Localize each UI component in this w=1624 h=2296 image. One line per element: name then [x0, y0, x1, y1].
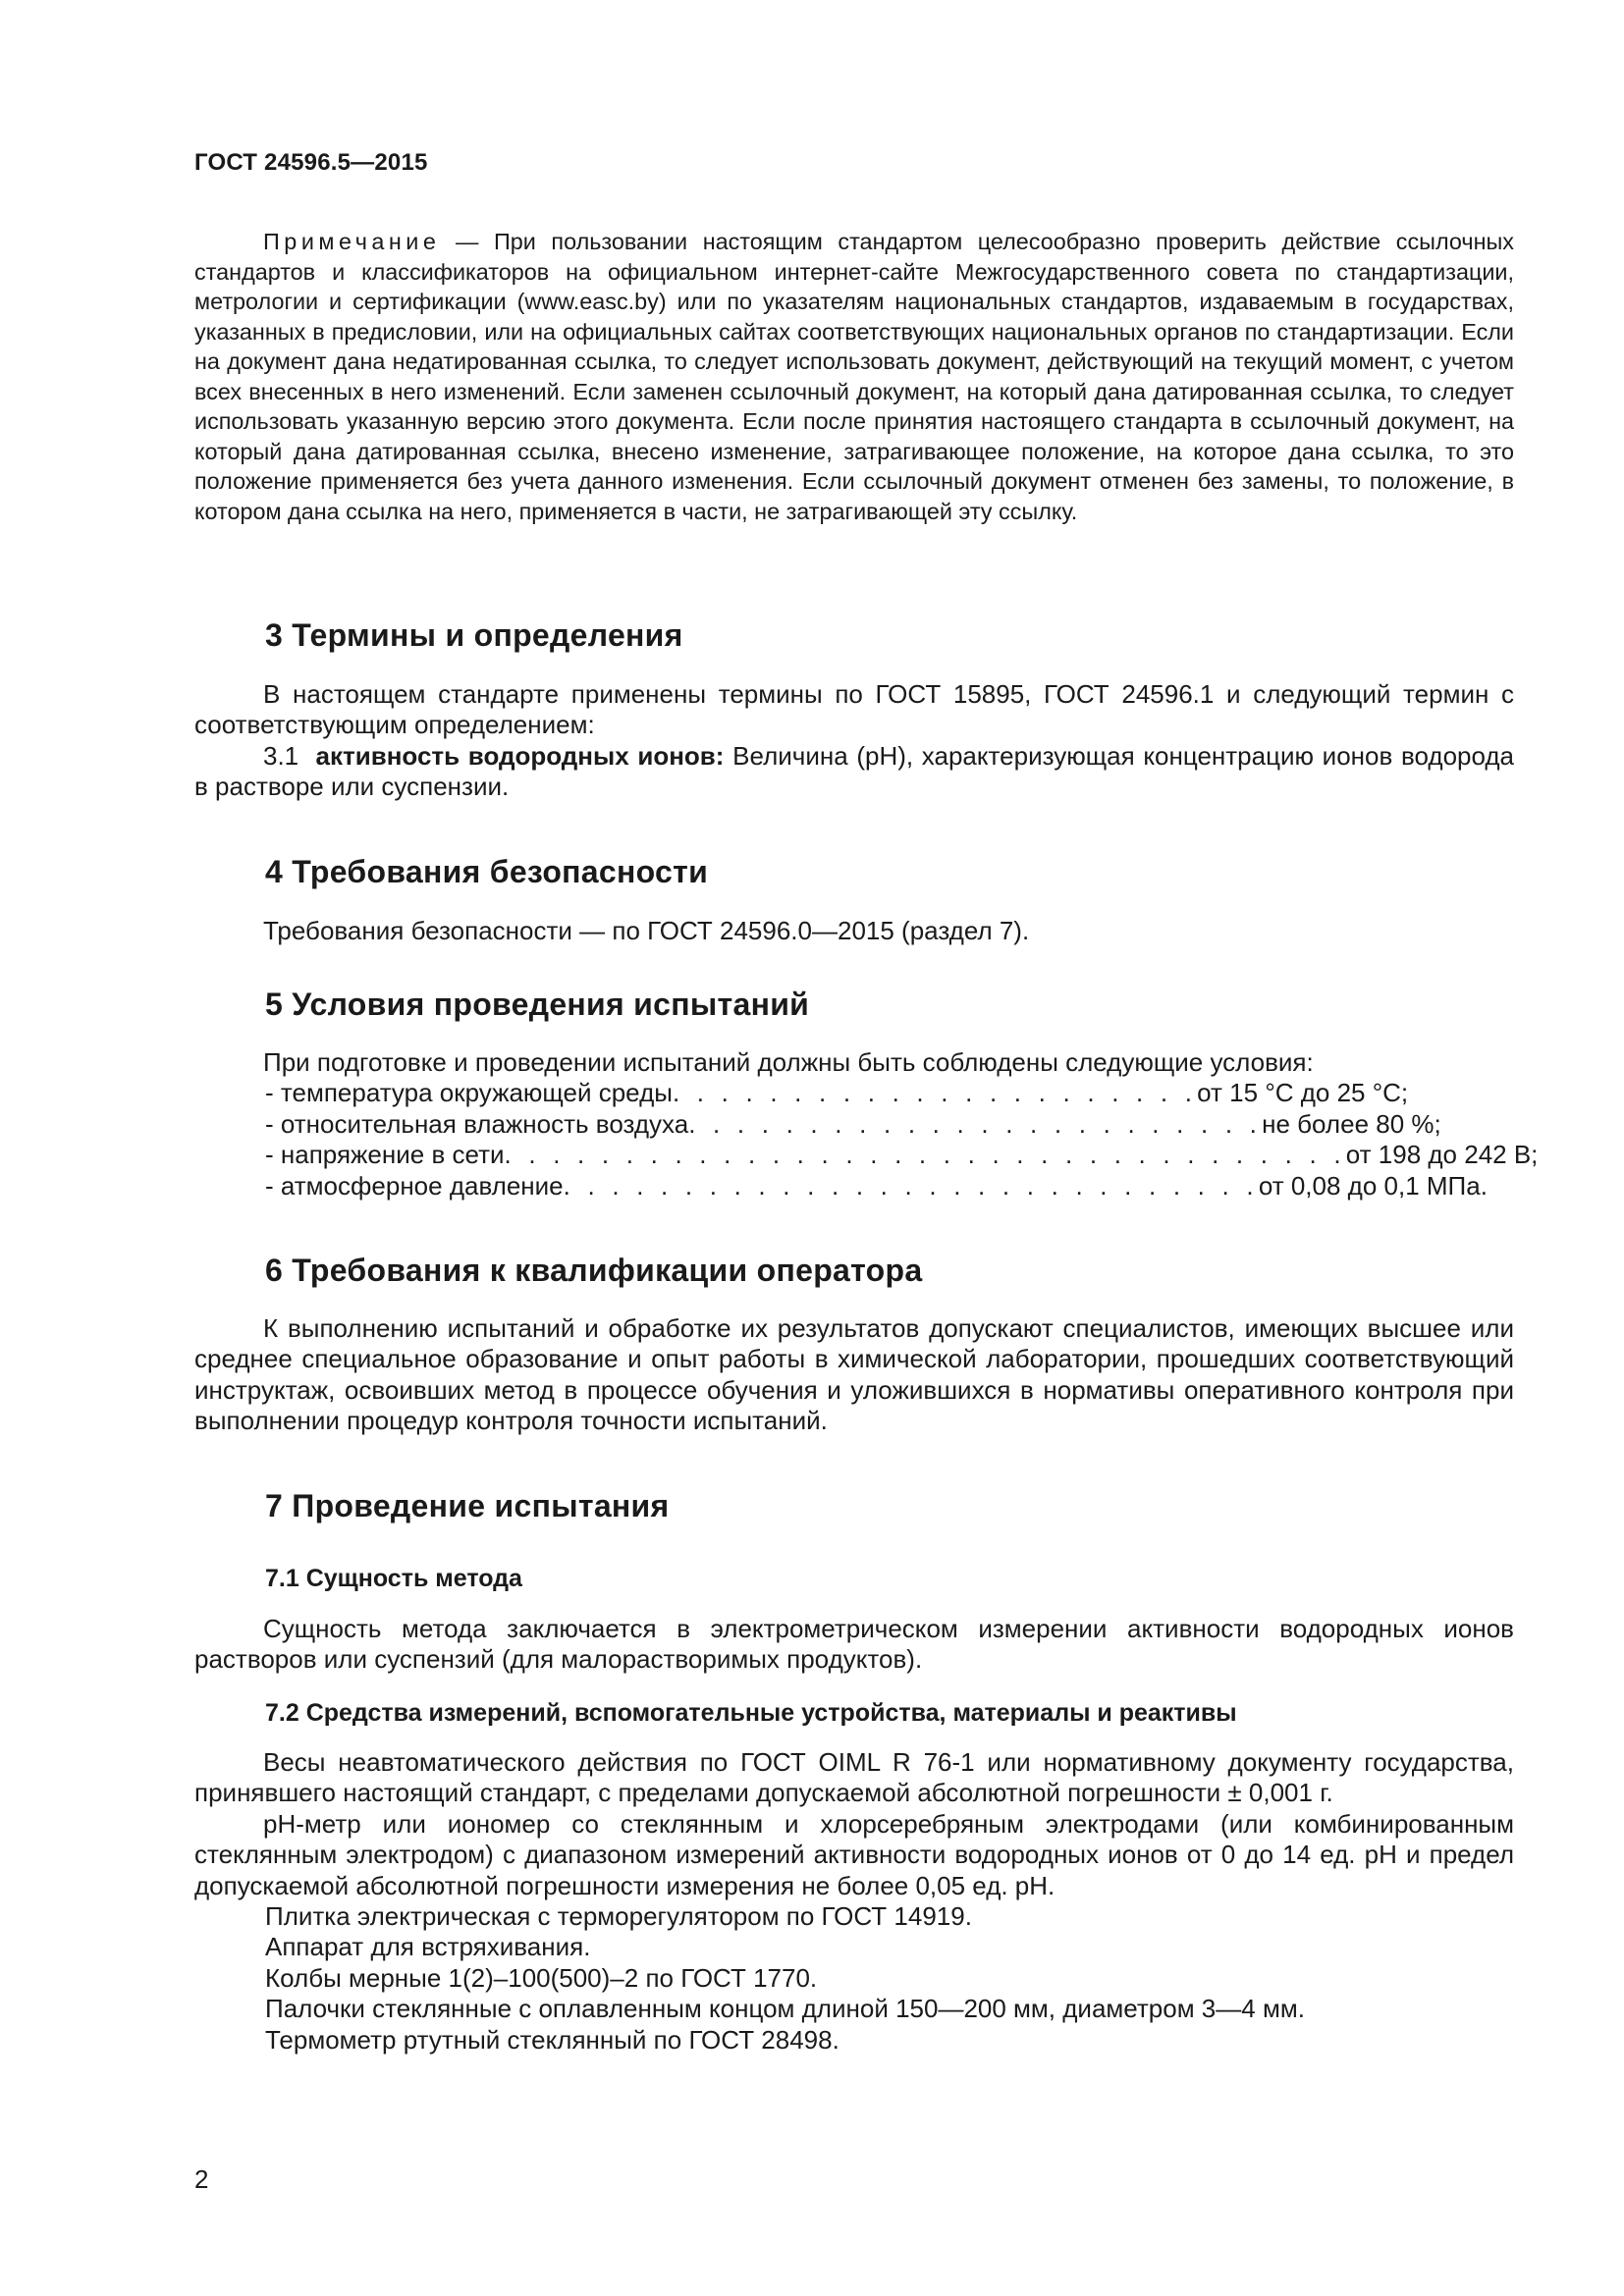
- list-item: Плитка электрическая с терморегулятором по ГОСТ 14919.: [265, 1901, 972, 1932]
- section-3-intro: В настоящем стандарте применены термины по ГОСТ 15895, ГОСТ 24596.1 и следующий термин с соответствующим определением:: [194, 679, 1514, 740]
- section-6-body: [194, 1313, 1514, 1437]
- section-4-body: [194, 916, 1514, 946]
- section-5-title: 5 Условия проведения испытаний: [265, 987, 810, 1022]
- condition-label: - температура окружающей среды: [265, 1078, 673, 1108]
- note-block: [194, 227, 1514, 526]
- subsection-7-2-p2: pH-метр или иономер со стеклянным и хлорсеребряным электродами (или комбинированным стеклянным электродом) с диапазоном измерений активности водородных ионов от 0 до 14 ед. pH и предел допускаемой абсолютной погрешности измерения не более 0,05 ед. pH.: [194, 1808, 1514, 1900]
- list-item: Колбы мерные 1(2)–100(500)–2 по ГОСТ 1770.: [265, 1962, 818, 1993]
- condition-row: [265, 1170, 1488, 1201]
- page-number: 2: [194, 2164, 209, 2194]
- condition-leader: . . . . . . . . . . . . . . . . . . . . . . . .: [688, 1108, 1263, 1139]
- term-number: 3.1: [263, 740, 299, 771]
- subsection-7-2-body: [194, 1747, 1514, 2056]
- condition-value: от 198 до 242 В;: [1345, 1140, 1539, 1170]
- document-page: [194, 0, 1539, 2296]
- section-3-title: 3 Термины и определения: [265, 617, 683, 653]
- condition-leader: . . . . . . . . . . . . . . . . . . . . . . . . . . . . . . . . . . .: [504, 1140, 1346, 1170]
- note-paragraph: [194, 227, 1514, 526]
- section-7-title: 7 Проведение испытания: [265, 1488, 670, 1523]
- document-code-header: ГОСТ 24596.5—2015: [194, 149, 428, 176]
- section-6-title: 6 Требования к квалификации оператора: [265, 1253, 923, 1288]
- section-4-text: Требования безопасности — по ГОСТ 24596.0—2015 (раздел 7).: [263, 916, 1030, 945]
- subsection-7-1-title: 7.1 Сущность метода: [265, 1565, 522, 1592]
- section-5-intro: При подготовке и проведении испытаний должны быть соблюдены следующие условия:: [263, 1047, 1314, 1077]
- list-item: Палочки стеклянные с оплавленным концом длиной 150—200 мм, диаметром 3—4 мм.: [265, 1994, 1305, 2024]
- subsection-7-1-text: Сущность метода заключается в электрометрическом измерении активности водородных ионов растворов или суспензий (для малорастворимых продуктов).: [194, 1614, 1514, 1675]
- condition-value: не более 80 %;: [1262, 1108, 1441, 1139]
- subsection-7-1-body: [194, 1614, 1514, 1676]
- condition-row: [265, 1140, 1539, 1170]
- condition-label: - относительная влажность воздуха: [265, 1108, 689, 1139]
- section-4-title: 4 Требования безопасности: [265, 854, 709, 889]
- list-item: Термометр ртутный стеклянный по ГОСТ 28498.: [265, 2024, 839, 2055]
- condition-leader: . . . . . . . . . . . . . . . . . . . . . .: [672, 1078, 1198, 1108]
- term-definition: [194, 741, 1514, 803]
- section-6-text: К выполнению испытаний и обработке их результатов допускают специалистов, имеющих высшее или среднее специальное образование и опыт работы в химической лаборатории, прошедших соответствующий инструктаж, освоивших метод в процессе обучения и уложившихся в нормативы оперативного контроля при выполнении процедур контроля точности испытаний.: [194, 1313, 1514, 1436]
- subsection-7-2-title: 7.2 Средства измерений, вспомогательные устройства, материалы и реактивы: [265, 1699, 1237, 1727]
- term-name: активность водородных ионов:: [315, 740, 725, 771]
- list-item: Аппарат для встряхивания.: [265, 1932, 591, 1962]
- condition-row: [265, 1078, 1409, 1108]
- condition-leader: . . . . . . . . . . . . . . . . . . . . . . . . . . . . .: [563, 1170, 1259, 1201]
- condition-value: от 0,08 до 0,1 МПа.: [1258, 1170, 1488, 1201]
- condition-label: - напряжение в сети: [265, 1140, 505, 1170]
- subsection-7-2-p1: Весы неавтоматического действия по ГОСТ OIML R 76-1 или нормативному документу государства, принявшего настоящий стандарт, с пределами допускаемой абсолютной погрешности ± 0,001 г.: [194, 1747, 1514, 1808]
- section-5-body: [194, 1047, 1539, 1201]
- condition-label: - атмосферное давление: [265, 1170, 564, 1201]
- term-definition-text: Величина (pH), характеризующая концентрацию ионов водорода в растворе или суспензии.: [194, 740, 1515, 802]
- section-3-body: [194, 679, 1514, 803]
- condition-value: от 15 °С до 25 °С;: [1197, 1078, 1409, 1108]
- condition-row: [265, 1108, 1441, 1140]
- note-label: Примечание: [263, 229, 441, 254]
- note-text: — При пользовании настоящим стандартом целесообразно проверить действие ссылочных стандартов и классификаторов на официальном интернет-сайте Межгосударственного совета по стандартизации, метрологии и сертификации (www.easc.by) или по указателям национальных стандартов, издаваемым в государствах, указанных в предисловии, или на официальных сайтах соответствующих национальных органов по стандартизации. Если на документ дана недатированная ссылка, то следует использовать документ, действующий на текущий момент, с учетом всех внесенных в него изменений. Если заменен ссылочный документ, на который дана датированная ссылка, то следует использовать указанную версию этого документа. Если после принятия настоящего стандарта в ссылочный документ, на который дана датированная ссылка, внесено изменение, затрагивающее положение, на которое дана ссылка, то это положение применяется без учета данного изменения. Если ссылочный документ отменен без замены, то положение, в котором дана ссылка на него, применяется в части, не затрагивающей эту ссылку.: [194, 229, 1514, 524]
